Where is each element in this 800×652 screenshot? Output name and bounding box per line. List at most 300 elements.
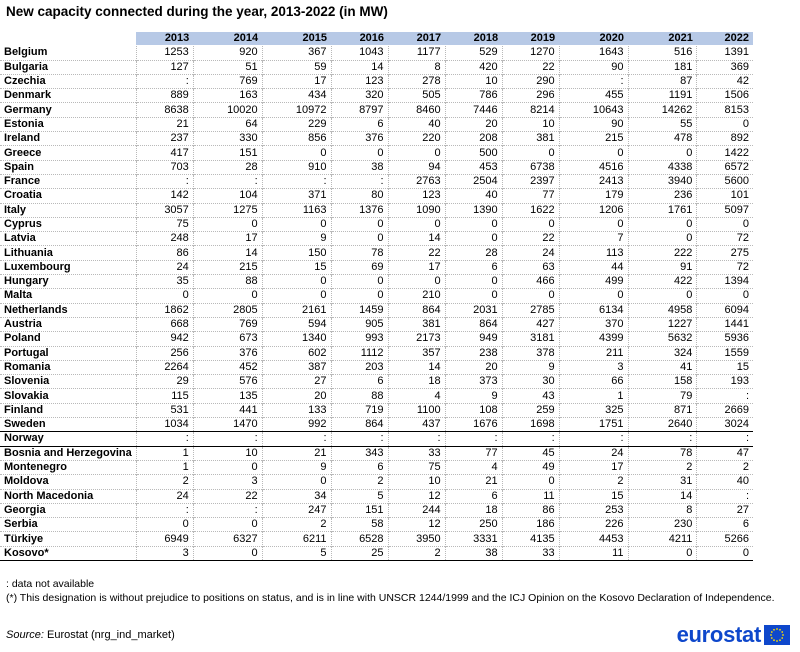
table-title: New capacity connected during the year, 2013-2022 (in MW) (6, 4, 388, 19)
cell-value: 703 (136, 160, 193, 174)
cell-value: 500 (445, 146, 502, 160)
row-label: France (4, 175, 41, 188)
row-label: Norway (4, 432, 44, 445)
cell-value: 86 (136, 246, 193, 260)
cell-value: 5266 (697, 532, 753, 546)
cell-value: 18 (388, 375, 445, 389)
cell-value: 0 (628, 146, 697, 160)
cell-value: 1376 (331, 203, 388, 217)
cell-value: 2763 (388, 174, 445, 188)
row-label: Finland (4, 403, 44, 416)
cell-value: 10 (388, 475, 445, 489)
row-label: Bulgaria (4, 60, 49, 73)
cell-value: 5600 (697, 174, 753, 188)
cell-value: : (697, 489, 753, 503)
cell-value: 427 (502, 317, 559, 331)
cell-value: 0 (445, 217, 502, 231)
cell-value: 864 (331, 418, 388, 432)
cell-value: 9 (262, 460, 331, 474)
column-header-2015: 2015 (262, 32, 331, 46)
table-row (0, 174, 753, 188)
cell-value: 4135 (502, 532, 559, 546)
cell-value: 1253 (136, 46, 193, 60)
cell-value: 864 (445, 317, 502, 331)
cell-value: 14 (388, 232, 445, 246)
cell-value: 10 (193, 446, 262, 460)
cell-value: 0 (502, 475, 559, 489)
table-row (0, 360, 753, 374)
cell-value: 193 (697, 375, 753, 389)
cell-value: 2031 (445, 303, 502, 317)
cell-value: 9 (502, 360, 559, 374)
flag-star (781, 637, 783, 639)
cell-value: 1206 (559, 203, 628, 217)
cell-value: 2640 (628, 418, 697, 432)
cell-value: 238 (445, 346, 502, 360)
cell-value: 113 (559, 246, 628, 260)
cell-value: 422 (628, 275, 697, 289)
flag-star (781, 631, 783, 633)
cell-value: 2785 (502, 303, 559, 317)
cell-value: 1 (136, 446, 193, 460)
row-label: Moldova (4, 475, 49, 488)
cell-value: 5632 (628, 332, 697, 346)
cell-value: : (445, 432, 502, 446)
cell-value: 529 (445, 46, 502, 60)
cell-value: 2 (331, 475, 388, 489)
cell-value: 210 (388, 289, 445, 303)
source-label: Source: (6, 629, 44, 641)
cell-value: 9 (445, 389, 502, 403)
cell-value: 80 (331, 189, 388, 203)
cell-value: 43 (502, 389, 559, 403)
cell-value: 1034 (136, 418, 193, 432)
cell-value: 75 (388, 460, 445, 474)
table-row (0, 103, 753, 117)
cell-value: : (559, 432, 628, 446)
row-label: Serbia (4, 518, 38, 531)
cell-value: 4516 (559, 160, 628, 174)
cell-value: : (262, 432, 331, 446)
flag-star (779, 639, 781, 641)
cell-value: : (697, 389, 753, 403)
row-label: Croatia (4, 189, 42, 202)
cell-value: 0 (502, 217, 559, 231)
cell-value: 186 (502, 518, 559, 532)
cell-value: 0 (697, 217, 753, 231)
cell-value: 20 (445, 360, 502, 374)
cell-value: 499 (559, 275, 628, 289)
row-label: Austria (4, 318, 42, 331)
row-label: Denmark (4, 89, 52, 102)
cell-value: 22 (502, 232, 559, 246)
cell-value: 2 (628, 460, 697, 474)
cell-value: 33 (502, 546, 559, 560)
cell-value: 0 (502, 146, 559, 160)
cell-value: 87 (628, 74, 697, 88)
cell-value: 94 (388, 160, 445, 174)
cell-value: 237 (136, 132, 193, 146)
column-header-2021: 2021 (628, 32, 697, 46)
cell-value: 17 (388, 260, 445, 274)
cell-value: 51 (193, 60, 262, 74)
cell-value: 2161 (262, 303, 331, 317)
cell-value: 437 (388, 418, 445, 432)
cell-value: 452 (193, 360, 262, 374)
cell-value: 24 (136, 489, 193, 503)
column-header-2019: 2019 (502, 32, 559, 46)
cell-value: 236 (628, 189, 697, 203)
cell-value: 1177 (388, 46, 445, 60)
cell-value: 66 (559, 375, 628, 389)
cell-value: 21 (445, 475, 502, 489)
cell-value: 256 (136, 346, 193, 360)
cell-value: 1441 (697, 317, 753, 331)
column-header-2022: 2022 (697, 32, 753, 46)
cell-value: 2264 (136, 360, 193, 374)
table-row (0, 317, 753, 331)
cell-value: 24 (136, 260, 193, 274)
cell-value: 786 (445, 89, 502, 103)
table-row (0, 546, 753, 560)
cell-value: 4 (445, 460, 502, 474)
cell-value: 6 (331, 460, 388, 474)
cell-value: 993 (331, 332, 388, 346)
cell-value: 324 (628, 346, 697, 360)
row-label: Montenegro (4, 461, 67, 474)
cell-value: 250 (445, 518, 502, 532)
cell-value: 1390 (445, 203, 502, 217)
cell-value: 8 (628, 503, 697, 517)
cell-value: 1751 (559, 418, 628, 432)
cell-value: 259 (502, 403, 559, 417)
cell-value: : (136, 174, 193, 188)
cell-value: 367 (262, 46, 331, 60)
cell-value: 0 (388, 275, 445, 289)
cell-value: 1340 (262, 332, 331, 346)
table-row (0, 189, 753, 203)
cell-value: 115 (136, 389, 193, 403)
cell-value: 2 (697, 460, 753, 474)
cell-value: 0 (262, 217, 331, 231)
cell-value: 4 (388, 389, 445, 403)
cell-value: 230 (628, 518, 697, 532)
row-label: Georgia (4, 503, 46, 516)
row-label: Romania (4, 360, 51, 373)
table-row (0, 332, 753, 346)
row-label: Luxembourg (4, 260, 71, 273)
table-row (0, 389, 753, 403)
cell-value: 373 (445, 375, 502, 389)
cell-value: 1270 (502, 46, 559, 60)
cell-value: 63 (502, 260, 559, 274)
cell-value: 2413 (559, 174, 628, 188)
flag-star (773, 629, 775, 631)
cell-value: 889 (136, 89, 193, 103)
cell-value: 9 (262, 232, 331, 246)
cell-value: : (193, 503, 262, 517)
cell-value: 864 (388, 303, 445, 317)
cell-value: 0 (628, 546, 697, 560)
cell-value: 20 (445, 117, 502, 131)
table-row (0, 403, 753, 417)
cell-value: 376 (193, 346, 262, 360)
cell-value: 247 (262, 503, 331, 517)
cell-value: 0 (559, 289, 628, 303)
cell-value: 370 (559, 317, 628, 331)
cell-value: 40 (445, 189, 502, 203)
cell-value: 108 (445, 403, 502, 417)
cell-value: 21 (262, 446, 331, 460)
cell-value: 387 (262, 360, 331, 374)
cell-value: 10 (502, 117, 559, 131)
cell-value: 6572 (697, 160, 753, 174)
cell-value: 91 (628, 260, 697, 274)
cell-value: 4211 (628, 532, 697, 546)
cell-value: 78 (331, 246, 388, 260)
cell-value: 769 (193, 317, 262, 331)
cell-value: 6949 (136, 532, 193, 546)
cell-value: 123 (331, 74, 388, 88)
cell-value: 4958 (628, 303, 697, 317)
cell-value: 179 (559, 189, 628, 203)
cell-value: 856 (262, 132, 331, 146)
cell-value: 0 (193, 518, 262, 532)
cell-value: 1676 (445, 418, 502, 432)
row-label: Greece (4, 146, 42, 159)
cell-value: 6134 (559, 303, 628, 317)
cell-value: 22 (388, 246, 445, 260)
cell-value: 215 (193, 260, 262, 274)
cell-value: 17 (262, 74, 331, 88)
cell-value: 35 (136, 275, 193, 289)
cell-value: : (136, 74, 193, 88)
cell-value: 135 (193, 389, 262, 403)
cell-value: 0 (445, 275, 502, 289)
cell-value: 41 (628, 360, 697, 374)
column-header-2016: 2016 (331, 32, 388, 46)
cell-value: 72 (697, 232, 753, 246)
cell-value: 1622 (502, 203, 559, 217)
cell-value: 0 (193, 460, 262, 474)
cell-value: 75 (136, 217, 193, 231)
cell-value: 7 (559, 232, 628, 246)
cell-value: : (193, 432, 262, 446)
cell-value: 0 (445, 289, 502, 303)
cell-value: 6 (445, 489, 502, 503)
cell-value: 10972 (262, 103, 331, 117)
table-row (0, 503, 753, 517)
cell-value: 226 (559, 518, 628, 532)
cell-value: 220 (388, 132, 445, 146)
row-label: North Macedonia (4, 489, 94, 502)
cell-value: 516 (628, 46, 697, 60)
row-label: Italy (4, 203, 27, 216)
cell-value: 123 (388, 189, 445, 203)
cell-value: 942 (136, 332, 193, 346)
cell-value: 14 (628, 489, 697, 503)
cell-value: 31 (628, 475, 697, 489)
cell-value: 6 (445, 260, 502, 274)
cell-value: 1506 (697, 89, 753, 103)
cell-value: 6327 (193, 532, 262, 546)
row-label: Spain (4, 160, 34, 173)
cell-value: 47 (697, 446, 753, 460)
cell-value: 296 (502, 89, 559, 103)
cell-value: : (502, 432, 559, 446)
cell-value: 369 (697, 60, 753, 74)
cell-value: 8460 (388, 103, 445, 117)
cell-value: 14 (331, 60, 388, 74)
cell-value: 2 (559, 475, 628, 489)
cell-value: 769 (193, 74, 262, 88)
cell-value: 0 (445, 232, 502, 246)
cell-value: 0 (136, 289, 193, 303)
cell-value: 1043 (331, 46, 388, 60)
cell-value: 1643 (559, 46, 628, 60)
cell-value: 1 (559, 389, 628, 403)
cell-value: 3 (559, 360, 628, 374)
cell-value: 3 (193, 475, 262, 489)
cell-value: 5 (262, 546, 331, 560)
cell-value: 1459 (331, 303, 388, 317)
row-label: Lithuania (4, 246, 53, 259)
cell-value: 27 (262, 375, 331, 389)
cell-value: 12 (388, 489, 445, 503)
table-row (0, 446, 753, 460)
cell-value: 1112 (331, 346, 388, 360)
cell-value: 69 (331, 260, 388, 274)
cell-value: 3024 (697, 418, 753, 432)
cell-value: 0 (193, 217, 262, 231)
table-row (0, 432, 753, 446)
cell-value: 0 (262, 146, 331, 160)
cell-value: 34 (262, 489, 331, 503)
cell-value: 10643 (559, 103, 628, 117)
cell-value: 0 (388, 217, 445, 231)
cell-value: : (697, 432, 753, 446)
cell-value: 434 (262, 89, 331, 103)
cell-value: 59 (262, 60, 331, 74)
cell-value: 4453 (559, 532, 628, 546)
cell-value: : (559, 74, 628, 88)
cell-value: 20 (262, 389, 331, 403)
logo-text: eurostat (676, 622, 761, 647)
cell-value: 2173 (388, 332, 445, 346)
cell-value: 150 (262, 246, 331, 260)
cell-value: : (388, 432, 445, 446)
cell-value: 42 (697, 74, 753, 88)
cell-value: 371 (262, 189, 331, 203)
cell-value: 1391 (697, 46, 753, 60)
cell-value: 33 (388, 446, 445, 460)
cell-value: 3181 (502, 332, 559, 346)
column-header-2013: 2013 (136, 32, 193, 46)
cell-value: 15 (262, 260, 331, 274)
cell-value: 14 (388, 360, 445, 374)
cell-value: 0 (559, 146, 628, 160)
cell-value: 8153 (697, 103, 753, 117)
cell-value: 3057 (136, 203, 193, 217)
cell-value: 151 (193, 146, 262, 160)
cell-value: 44 (559, 260, 628, 274)
row-label: Sweden (4, 418, 46, 431)
cell-value: 77 (445, 446, 502, 460)
table-row (0, 74, 753, 88)
cell-value: 244 (388, 503, 445, 517)
table-row (0, 160, 753, 174)
cell-value: 0 (502, 289, 559, 303)
cell-value: 1 (136, 460, 193, 474)
cell-value: 55 (628, 117, 697, 131)
cell-value: 992 (262, 418, 331, 432)
row-label: Kosovo* (4, 546, 49, 559)
cell-value: : (136, 432, 193, 446)
table-row (0, 46, 753, 60)
cell-value: 0 (331, 275, 388, 289)
cell-value: 2 (262, 518, 331, 532)
cell-value: 378 (502, 346, 559, 360)
cell-value: 320 (331, 89, 388, 103)
flag-star (782, 634, 784, 636)
cell-value: 1191 (628, 89, 697, 103)
cell-value: 0 (628, 289, 697, 303)
table-row (0, 518, 753, 532)
cell-value: 905 (331, 317, 388, 331)
cell-value: 6 (331, 375, 388, 389)
cell-value: 22 (193, 489, 262, 503)
row-label: Slovenia (4, 375, 50, 388)
cell-value: 420 (445, 60, 502, 74)
cell-value: 357 (388, 346, 445, 360)
cell-value: 2397 (502, 174, 559, 188)
cell-value: 222 (628, 246, 697, 260)
cell-value: 38 (445, 546, 502, 560)
cell-value: 40 (388, 117, 445, 131)
row-label: Czechia (4, 75, 46, 88)
cell-value: 3950 (388, 532, 445, 546)
cell-value: 0 (388, 146, 445, 160)
cell-value: 0 (628, 232, 697, 246)
cell-value: 253 (559, 503, 628, 517)
cell-value: 215 (559, 132, 628, 146)
cell-value: 8214 (502, 103, 559, 117)
cell-value: 10020 (193, 103, 262, 117)
cell-value: 90 (559, 60, 628, 74)
cell-value: 949 (445, 332, 502, 346)
cell-value: 25 (331, 546, 388, 560)
cell-value: 15 (559, 489, 628, 503)
cell-value: 142 (136, 189, 193, 203)
cell-value: 1275 (193, 203, 262, 217)
cell-value: 0 (262, 289, 331, 303)
cell-value: 602 (262, 346, 331, 360)
flag-star (776, 640, 778, 642)
cell-value: 1862 (136, 303, 193, 317)
row-label: Belgium (4, 46, 48, 59)
table-row (0, 460, 753, 474)
cell-value: 6094 (697, 303, 753, 317)
cell-value: 5097 (697, 203, 753, 217)
row-label: Cyprus (4, 218, 42, 230)
cell-value: : (193, 174, 262, 188)
cell-value: 22 (502, 60, 559, 74)
cell-value: 871 (628, 403, 697, 417)
cell-value: 6738 (502, 160, 559, 174)
corner-cell (0, 32, 136, 46)
cell-value: 455 (559, 89, 628, 103)
cell-value: 18 (445, 503, 502, 517)
